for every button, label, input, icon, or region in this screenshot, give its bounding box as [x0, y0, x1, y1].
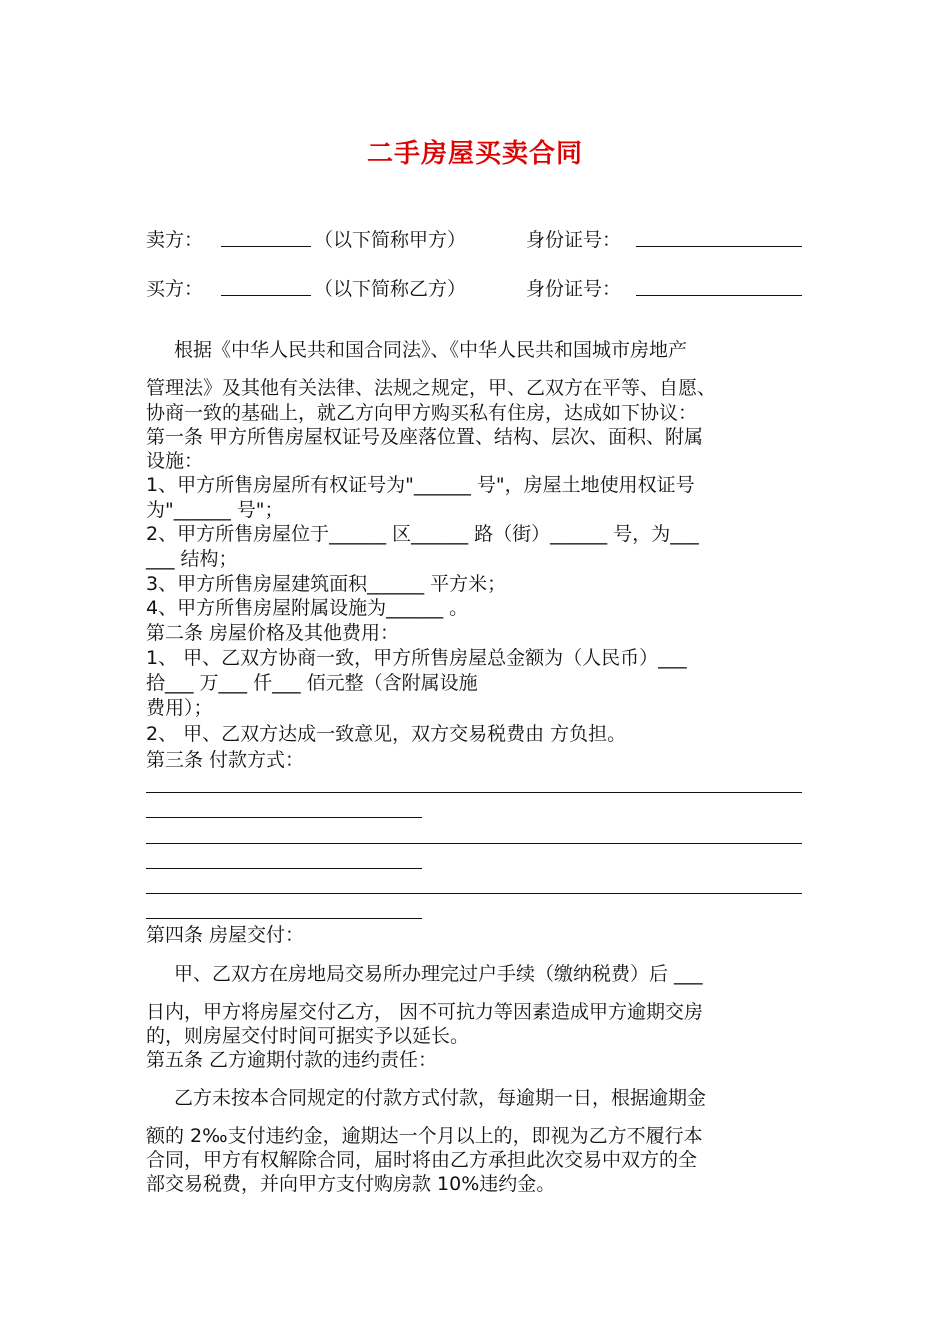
contract-title: 二手房屋买卖合同: [366, 139, 583, 169]
payment-blank-line[interactable]: [146, 893, 802, 894]
seller-name-blank[interactable]: [221, 246, 311, 247]
payment-blank-line[interactable]: [146, 843, 802, 844]
article5-line-2: 额的 2‰支付违约金，逾期达一个月以上的，即视为乙方不履行本: [146, 1125, 703, 1147]
article5-line-1: 乙方未按本合同规定的付款方式付款，每逾期一日，根据逾期金: [174, 1087, 707, 1109]
buyer-id-blank[interactable]: [636, 295, 802, 296]
article2-item1-end: 费用）；: [146, 697, 213, 719]
article3-heading: 第三条 付款方式：: [146, 749, 305, 771]
article1-item2-cont: ___ 结构；: [146, 548, 238, 570]
article1-item3: 3、甲方所售房屋建筑面积______ 平方米；: [146, 573, 507, 595]
article2-item1: 1、 甲、乙双方协商一致，甲方所售房屋总金额为（人民币）___: [146, 647, 687, 669]
article1-item4: 4、甲方所售房屋附属设施为______ 。: [146, 597, 469, 619]
seller-id-label: 身份证号：: [526, 229, 622, 251]
article5-heading: 第五条 乙方逾期付款的违约责任：: [146, 1049, 438, 1071]
article1-item1-cont: 为"______ 号"；: [146, 499, 284, 521]
seller-label: 卖方：: [146, 229, 204, 251]
article2-heading: 第二条 房屋价格及其他费用：: [146, 622, 400, 644]
payment-blank-line[interactable]: [146, 918, 422, 919]
article2-item1-cont: 拾___ 万___ 仟___ 佰元整（含附属设施: [146, 672, 478, 694]
seller-id-blank[interactable]: [636, 246, 802, 247]
article1-item1: 1、甲方所售房屋所有权证号为"______ 号"，房屋土地使用权证号: [146, 474, 695, 496]
seller-alias: （以下简称甲方）: [314, 229, 467, 251]
article4-heading: 第四条 房屋交付：: [146, 924, 305, 946]
buyer-name-blank[interactable]: [221, 295, 311, 296]
buyer-alias: （以下简称乙方）: [314, 278, 467, 300]
article2-item2: 2、 甲、乙双方达成一致意见，双方交易税费由 方负担。: [146, 723, 627, 745]
payment-blank-line[interactable]: [146, 817, 422, 818]
article1-heading: 第一条 甲方所售房屋权证号及座落位置、结构、层次、面积、附属: [146, 426, 704, 448]
article4-line-2: 日内，甲方将房屋交付乙方， 因不可抗力等因素造成甲方逾期交房: [146, 1001, 704, 1023]
article1-heading-cont: 设施：: [146, 450, 204, 472]
intro-line-3: 协商一致的基础上，就乙方向甲方购买私有住房，达成如下协议：: [146, 402, 698, 424]
article5-line-4: 部交易税费，并向甲方支付购房款 10%违约金。: [146, 1173, 556, 1195]
buyer-id-label: 身份证号：: [526, 278, 622, 300]
article4-line-1: 甲、乙双方在房地局交易所办理完过户手续（缴纳税费）后 ___: [174, 963, 703, 985]
intro-line-2: 管理法》及其他有关法律、法规之规定，甲、乙双方在平等、自愿、: [146, 377, 717, 399]
payment-blank-line[interactable]: [146, 792, 802, 793]
buyer-label: 买方：: [146, 278, 204, 300]
payment-blank-line[interactable]: [146, 868, 422, 869]
article4-line-3: 的，则房屋交付时间可据实予以延长。: [146, 1025, 470, 1047]
article5-line-3: 合同，甲方有权解除合同，届时将由乙方承担此次交易中双方的全: [146, 1149, 698, 1171]
article1-item2: 2、甲方所售房屋位于______ 区______ 路（街）______ 号，为___: [146, 523, 699, 545]
intro-line-1: 根据《中华人民共和国合同法》、《中华人民共和国城市房地产: [174, 339, 688, 361]
